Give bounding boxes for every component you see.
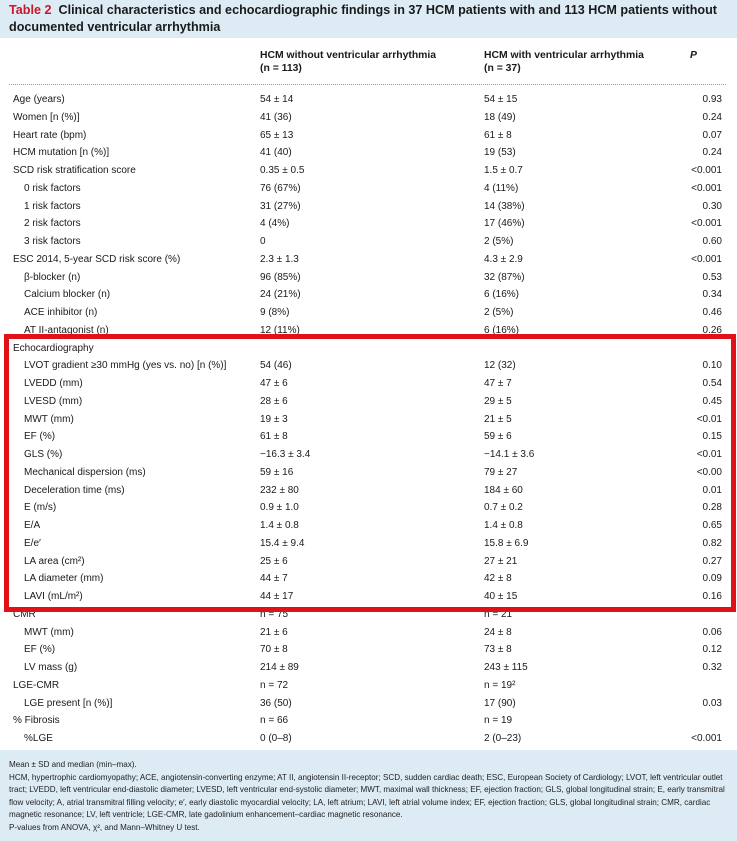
- column-header-without-title: HCM without ventricular arrhythmia: [260, 50, 437, 61]
- table-row: [0, 393, 737, 411]
- table-row: [0, 286, 737, 304]
- value-without-arrhythmia: 0 (0–8): [260, 733, 292, 744]
- table-row: [0, 641, 737, 659]
- row-label: HCM mutation [n (%)]: [13, 147, 110, 159]
- p-value: 0.65: [702, 520, 722, 531]
- value-without-arrhythmia: 65 ± 13: [260, 129, 294, 141]
- p-value: <0.001: [691, 733, 722, 744]
- table-row: [0, 144, 737, 162]
- row-label: GLS (%): [24, 449, 63, 460]
- row-label: EF (%): [24, 431, 56, 443]
- table-row: [0, 659, 737, 677]
- p-value: 0.26: [702, 324, 722, 336]
- p-value: <0.00: [696, 466, 722, 478]
- value-without-arrhythmia: 4 (4%): [260, 218, 290, 230]
- table-row: [0, 269, 737, 287]
- table-number: Table 2: [9, 3, 52, 17]
- value-with-arrhythmia: 4.3 ± 2.9: [484, 253, 523, 265]
- value-with-arrhythmia: 59 ± 6: [484, 431, 512, 443]
- row-label: β-blocker (n): [24, 271, 81, 283]
- value-with-arrhythmia: 32 (87%): [484, 271, 525, 283]
- p-value: 0.46: [702, 307, 722, 318]
- value-with-arrhythmia: 79 ± 27: [484, 466, 518, 478]
- table-row: [0, 233, 737, 251]
- row-label: Deceleration time (ms): [24, 484, 125, 496]
- column-header-without: [260, 49, 436, 75]
- value-without-arrhythmia: 44 ± 7: [260, 573, 288, 585]
- row-label: ACE inhibitor (n): [24, 307, 98, 318]
- value-without-arrhythmia: 15.4 ± 9.4: [260, 537, 305, 549]
- value-with-arrhythmia: 184 ± 60: [484, 484, 523, 496]
- row-label: Mechanical dispersion (ms): [24, 466, 146, 478]
- row-label: 2 risk factors: [24, 218, 81, 230]
- p-value: 0.45: [702, 395, 722, 407]
- table-row: [0, 180, 737, 198]
- value-with-arrhythmia: 1.5 ± 0.7: [484, 165, 523, 176]
- p-value: 0.30: [702, 200, 722, 212]
- table-row: [0, 482, 737, 500]
- row-label: CMR: [13, 608, 36, 620]
- row-label: EF (%): [24, 644, 56, 656]
- table-row: [0, 215, 737, 233]
- row-label: 0 risk factors: [24, 182, 81, 194]
- value-with-arrhythmia: 19 (53): [484, 147, 516, 159]
- p-value: 0.16: [702, 591, 722, 602]
- table-caption: Clinical characteristics and echocardiographic findings in 37 HCM patients with and 113 HCM patients without documented ventricular arrhythmia: [9, 3, 717, 34]
- row-label: LA diameter (mm): [24, 573, 104, 585]
- row-label: 1 risk factors: [24, 200, 81, 212]
- p-value: 0.54: [702, 378, 722, 389]
- value-with-arrhythmia: 54 ± 15: [484, 94, 518, 105]
- table-row: [0, 570, 737, 588]
- table-row: [0, 109, 737, 127]
- value-without-arrhythmia: 0.9 ± 1.0: [260, 502, 299, 514]
- value-with-arrhythmia: 21 ± 5: [484, 413, 512, 425]
- p-value: 0.09: [702, 573, 722, 585]
- value-with-arrhythmia: 6 (16%): [484, 289, 520, 301]
- row-label: E/A: [24, 520, 41, 531]
- table-row: [0, 517, 737, 535]
- table-row: [0, 340, 737, 358]
- row-label: %LGE: [24, 733, 53, 744]
- p-value: <0.001: [691, 182, 722, 194]
- p-value: 0.15: [702, 431, 722, 443]
- value-without-arrhythmia: 19 ± 3: [260, 413, 288, 425]
- row-label: LV mass (g): [24, 662, 78, 673]
- table-row: [0, 606, 737, 624]
- p-value: 0.82: [702, 537, 722, 549]
- column-header-without-count: (n = 113): [260, 63, 302, 74]
- table-row: [0, 357, 737, 375]
- column-header-with-count: (n = 37): [484, 63, 521, 74]
- table-row: [0, 553, 737, 571]
- p-value: 0.24: [702, 147, 722, 159]
- p-value: 0.12: [702, 644, 722, 656]
- row-label: LGE present [n (%)]: [24, 697, 113, 709]
- table-row: [0, 251, 737, 269]
- row-label: Age (years): [13, 94, 65, 105]
- table-row: [0, 127, 737, 145]
- value-without-arrhythmia: −16.3 ± 3.4: [260, 449, 311, 460]
- p-value: 0.06: [702, 626, 722, 638]
- p-value: <0.001: [691, 165, 722, 176]
- row-label: Echocardiography: [13, 342, 94, 354]
- table-title: [9, 2, 734, 36]
- table-row: [0, 198, 737, 216]
- value-with-arrhythmia: 40 ± 15: [484, 591, 518, 602]
- value-with-arrhythmia: 61 ± 8: [484, 129, 512, 141]
- table-row: [0, 411, 737, 429]
- value-with-arrhythmia: 15.8 ± 6.9: [484, 537, 529, 549]
- value-without-arrhythmia: 9 (8%): [260, 307, 290, 318]
- value-without-arrhythmia: 59 ± 16: [260, 466, 294, 478]
- value-without-arrhythmia: 25 ± 6: [260, 555, 288, 567]
- row-label: Calcium blocker (n): [24, 289, 111, 301]
- value-without-arrhythmia: 214 ± 89: [260, 662, 299, 673]
- value-without-arrhythmia: 70 ± 8: [260, 644, 288, 656]
- table-row: [0, 91, 737, 109]
- value-with-arrhythmia: 18 (49): [484, 111, 516, 123]
- p-value: 0.60: [702, 236, 722, 247]
- value-without-arrhythmia: 61 ± 8: [260, 431, 288, 443]
- value-without-arrhythmia: 1.4 ± 0.8: [260, 520, 299, 531]
- value-with-arrhythmia: 2 (5%): [484, 307, 514, 318]
- footnote: Mean ± SD and median (min–max).: [9, 760, 137, 769]
- footnote: P-values from ANOVA, χ², and Mann–Whitney U test.: [9, 822, 200, 832]
- value-with-arrhythmia: 29 ± 5: [484, 395, 512, 407]
- table-row: [0, 695, 737, 713]
- value-without-arrhythmia: 41 (36): [260, 111, 292, 123]
- p-value: 0.28: [702, 502, 722, 514]
- row-label: ESC 2014, 5-year SCD risk score (%): [13, 253, 181, 265]
- value-with-arrhythmia: 1.4 ± 0.8: [484, 520, 523, 531]
- value-with-arrhythmia: 73 ± 8: [484, 644, 512, 656]
- row-label: % Fibrosis: [13, 715, 60, 727]
- table-footnotes: [9, 759, 731, 835]
- value-without-arrhythmia: n = 72: [260, 679, 289, 691]
- table-row: [0, 499, 737, 517]
- column-header-with: [484, 49, 644, 75]
- value-without-arrhythmia: 24 (21%): [260, 289, 301, 301]
- value-without-arrhythmia: 2.3 ± 1.3: [260, 253, 299, 265]
- row-label: LVESD (mm): [24, 395, 83, 407]
- table-row: [0, 304, 737, 322]
- header-divider: [9, 84, 726, 85]
- value-without-arrhythmia: 96 (85%): [260, 271, 301, 283]
- row-label: AT II-antagonist (n): [24, 324, 109, 336]
- value-without-arrhythmia: 21 ± 6: [260, 626, 288, 638]
- value-without-arrhythmia: 232 ± 80: [260, 484, 299, 496]
- p-value: 0.27: [702, 555, 722, 567]
- value-with-arrhythmia: n = 19²: [484, 679, 516, 691]
- table-row: [0, 322, 737, 340]
- p-value: 0.24: [702, 111, 722, 123]
- value-without-arrhythmia: n = 75: [260, 608, 289, 620]
- value-with-arrhythmia: 14 (38%): [484, 200, 525, 212]
- value-with-arrhythmia: 42 ± 8: [484, 573, 512, 585]
- p-value: 0.07: [702, 129, 722, 141]
- value-without-arrhythmia: 31 (27%): [260, 200, 301, 212]
- value-without-arrhythmia: 44 ± 17: [260, 591, 294, 602]
- table-row: [0, 588, 737, 606]
- row-label: E/e′: [24, 537, 41, 549]
- value-with-arrhythmia: 0.7 ± 0.2: [484, 502, 523, 514]
- table-title-block: [0, 0, 737, 38]
- row-label: 3 risk factors: [24, 236, 81, 247]
- p-value: 0.34: [702, 289, 722, 301]
- value-with-arrhythmia: 12 (32): [484, 360, 516, 372]
- p-value: 0.32: [702, 662, 722, 673]
- value-with-arrhythmia: n = 21: [484, 608, 513, 620]
- p-value: 0.10: [702, 360, 722, 372]
- value-without-arrhythmia: 54 (46): [260, 360, 292, 372]
- table-row: [0, 535, 737, 553]
- table-row: [0, 162, 737, 180]
- row-label: MWT (mm): [24, 413, 74, 425]
- column-header-p: P: [690, 50, 697, 61]
- table-row: [0, 677, 737, 695]
- value-with-arrhythmia: −14.1 ± 3.6: [484, 449, 535, 460]
- value-with-arrhythmia: 17 (90): [484, 697, 516, 709]
- table-row: [0, 624, 737, 642]
- value-with-arrhythmia: 4 (11%): [484, 182, 519, 194]
- value-with-arrhythmia: 243 ± 115: [484, 662, 528, 673]
- table-row: [0, 428, 737, 446]
- value-with-arrhythmia: 47 ± 7: [484, 378, 512, 389]
- row-label: LVEDD (mm): [24, 378, 83, 389]
- row-label: LAVI (mL/m²): [24, 591, 83, 602]
- p-value: 0.03: [702, 697, 722, 709]
- row-label: LGE-CMR: [13, 679, 60, 691]
- value-with-arrhythmia: 2 (5%): [484, 236, 514, 247]
- row-label: E (m/s): [24, 502, 57, 514]
- row-label: Heart rate (bpm): [13, 129, 87, 141]
- table-row: [0, 375, 737, 393]
- row-label: SCD risk stratification score: [13, 165, 136, 176]
- p-value: 0.01: [702, 484, 722, 496]
- value-without-arrhythmia: 41 (40): [260, 147, 292, 159]
- value-without-arrhythmia: 0.35 ± 0.5: [260, 165, 305, 176]
- p-value: 0.53: [702, 271, 722, 283]
- p-value: <0.001: [691, 218, 722, 230]
- value-without-arrhythmia: 0: [260, 236, 266, 247]
- row-label: LA area (cm²): [24, 555, 85, 567]
- table-row: [0, 446, 737, 464]
- value-with-arrhythmia: n = 19: [484, 715, 513, 727]
- row-label: LVOT gradient ≥30 mmHg (yes vs. no) [n (%)]: [24, 360, 227, 372]
- value-without-arrhythmia: 76 (67%): [260, 182, 301, 194]
- value-with-arrhythmia: 27 ± 21: [484, 555, 518, 567]
- p-value: <0.01: [696, 449, 722, 460]
- value-without-arrhythmia: 47 ± 6: [260, 378, 288, 389]
- p-value: <0.01: [696, 413, 722, 425]
- table-row: [0, 730, 737, 748]
- value-with-arrhythmia: 6 (16%): [484, 324, 520, 336]
- footnote: HCM, hypertrophic cardiomyopathy; ACE, angiotensin-converting enzyme; AT II, angiotensin II-receptor; SCD, sudden cardiac death; ESC, European Society of Cardiology; LVOT, left ventricular outlet tract; LVEDD, left ventricular end-diastolic diameter; LVESD, left ventricular end-systolic diameter; MWT, maximal wall thickness; EF, ejection fraction; GLS, global longitudinal strain; E, early transmitral flow velocity; A, atrial transmitral filling velocity; e′, early diastolic myocardial velocity; LA, left atrium; LAVI, left atrial volume index; EF, ejection fraction; GLS, global longitudinal strain; CMR, cardiac magnetic resonance; LV, left ventricle; LGE-CMR, late gadolinium enhancement–cardiac magnetic resonance.: [9, 772, 725, 820]
- row-label: Women [n (%)]: [13, 111, 80, 123]
- value-with-arrhythmia: 17 (46%): [484, 218, 525, 230]
- value-without-arrhythmia: 12 (11%): [260, 324, 300, 336]
- p-value: 0.93: [702, 94, 722, 105]
- table-row: [0, 464, 737, 482]
- column-header-with-title: HCM with ventricular arrhythmia: [484, 50, 644, 61]
- value-without-arrhythmia: 54 ± 14: [260, 94, 294, 105]
- value-with-arrhythmia: 24 ± 8: [484, 626, 512, 638]
- row-label: MWT (mm): [24, 626, 74, 638]
- value-with-arrhythmia: 2 (0–23): [484, 733, 522, 744]
- value-without-arrhythmia: 28 ± 6: [260, 395, 288, 407]
- value-without-arrhythmia: 36 (50): [260, 697, 292, 709]
- p-value: <0.001: [691, 253, 722, 265]
- value-without-arrhythmia: n = 66: [260, 715, 289, 727]
- table-row: [0, 712, 737, 730]
